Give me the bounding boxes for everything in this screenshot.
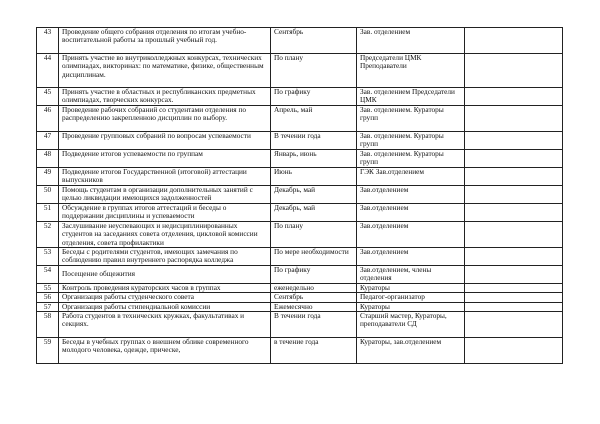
event-cell: Проведение общего собрания отделения по итогам учебно-воспитательной работы за прошлый учебный год. [59,28,271,54]
responsible-cell: Зав. отделением. Кураторы групп [357,150,465,168]
table-row [37,150,563,168]
date-cell: Декабрь, май [271,204,357,222]
table-row [37,132,563,150]
row-number: 55 [37,284,59,293]
responsible-cell: Педагог-организатор [357,293,465,302]
table-row [37,186,563,204]
note-cell [465,248,563,266]
event-cell: Обсуждение в группах итогов аттестаций и беседы о поддержании дисциплины и успеваемости [59,204,271,222]
row-number: 54 [37,266,59,284]
row-number: 58 [37,311,59,337]
responsible-cell: Зав.отделением [357,186,465,204]
row-number: 45 [37,88,59,106]
note-cell [465,168,563,186]
date-cell: Сентябрь [271,293,357,302]
note-cell [465,28,563,54]
date-cell: Сентябрь [271,28,357,54]
event-cell: Подведение итогов Государственной (итоговой) аттестации выпускников [59,168,271,186]
responsible-cell: ГЭК Зав.отделением [357,168,465,186]
row-number: 47 [37,132,59,150]
event-cell: Организация работы стипендиальной комиссии [59,302,271,311]
event-cell: Работа студентов в технических кружках, факультативах и секциях. [59,311,271,337]
note-cell [465,337,563,363]
row-number: 43 [37,28,59,54]
note-cell [465,311,563,337]
note-cell [465,222,563,248]
note-cell [465,293,563,302]
row-number: 53 [37,248,59,266]
responsible-cell: Зав. отделением Председатели ЦМК [357,88,465,106]
note-cell [465,266,563,284]
date-cell: Июнь [271,168,357,186]
responsible-cell: Зав. отделением. Кураторы групп [357,132,465,150]
row-number: 51 [37,204,59,222]
plan-table [36,27,563,364]
event-cell: Посещение общежития [59,266,271,284]
note-cell [465,88,563,106]
table-row [37,106,563,132]
table-row [37,28,563,54]
row-number: 46 [37,106,59,132]
event-cell: Заслушивание неуспевающих и недисциплинированных студентов на заседаниях совета отделения, цикловой комиссии отделения, совета профилактики [59,222,271,248]
date-cell: По плану [271,222,357,248]
date-cell: В течении года [271,311,357,337]
document-page [36,27,563,364]
event-cell: Беседы с родителями студентов, имеющих замечания по соблюдению правил внутреннего распорядка колледжа [59,248,271,266]
responsible-cell: Зав.отделением [357,204,465,222]
table-row [37,284,563,293]
event-cell: Помощь студентам в организации дополнительных занятий с целью ликвидации имеющихся задолженностей [59,186,271,204]
row-number: 59 [37,337,59,363]
event-cell: Контроль проведения кураторских часов в группах [59,284,271,293]
table-row [37,302,563,311]
note-cell [465,132,563,150]
table-row [37,168,563,186]
date-cell: Ежемесячно [271,302,357,311]
responsible-cell: Зав.отделением [357,222,465,248]
table-row [37,204,563,222]
event-cell: Беседы в учебных группах о внешнем облике современного молодого человека, одежде, прическе, [59,337,271,363]
note-cell [465,106,563,132]
responsible-cell: Кураторы [357,284,465,293]
date-cell: По плану [271,54,357,88]
event-cell: Проведение групповых собраний по вопросам успеваемости [59,132,271,150]
event-cell: Принять участие в областных и республиканских предметных олимпиадах, творческих конкурсах. [59,88,271,106]
event-cell: Подведение итогов успеваемости по группам [59,150,271,168]
responsible-cell: Зав.отделением, члены отделения [357,266,465,284]
row-number: 44 [37,54,59,88]
row-number: 48 [37,150,59,168]
note-cell [465,54,563,88]
responsible-cell: Кураторы [357,302,465,311]
date-cell: По графику [271,266,357,284]
responsible-cell: Кураторы, зав.отделением [357,337,465,363]
date-cell: Апрель, май [271,106,357,132]
row-number: 50 [37,186,59,204]
note-cell [465,204,563,222]
note-cell [465,302,563,311]
row-number: 52 [37,222,59,248]
note-cell [465,284,563,293]
row-number: 49 [37,168,59,186]
row-number: 56 [37,293,59,302]
responsible-cell: Председатели ЦМК Преподаватели [357,54,465,88]
date-cell: Январь, июнь [271,150,357,168]
responsible-cell: Зав. отделением [357,28,465,54]
date-cell: По графику [271,88,357,106]
table-row [37,88,563,106]
note-cell [465,186,563,204]
table-row [37,293,563,302]
table-row [37,311,563,337]
date-cell: в течение года [271,337,357,363]
date-cell: еженедельно [271,284,357,293]
responsible-cell: Зав.отделением [357,248,465,266]
event-cell: Организация работы студенческого совета [59,293,271,302]
date-cell: Декабрь, май [271,186,357,204]
date-cell: По мере необходимости [271,248,357,266]
table-row [37,248,563,266]
event-cell: Принять участие во внутриколледжных конкурсах, технических олимпиадах, викторинах: по математике, физике, общественным дисциплинам. [59,54,271,88]
table-row [37,222,563,248]
date-cell: В течении года [271,132,357,150]
event-cell: Проведение рабочих собраний со студентами отделения по распределению закрепленною дисциплин по выбору. [59,106,271,132]
table-row [37,266,563,284]
responsible-cell: Старший мастер, Кураторы, преподаватели СД [357,311,465,337]
table-row [37,54,563,88]
row-number: 57 [37,302,59,311]
table-row [37,337,563,363]
note-cell [465,150,563,168]
responsible-cell: Зав. отделением. Кураторы групп [357,106,465,132]
